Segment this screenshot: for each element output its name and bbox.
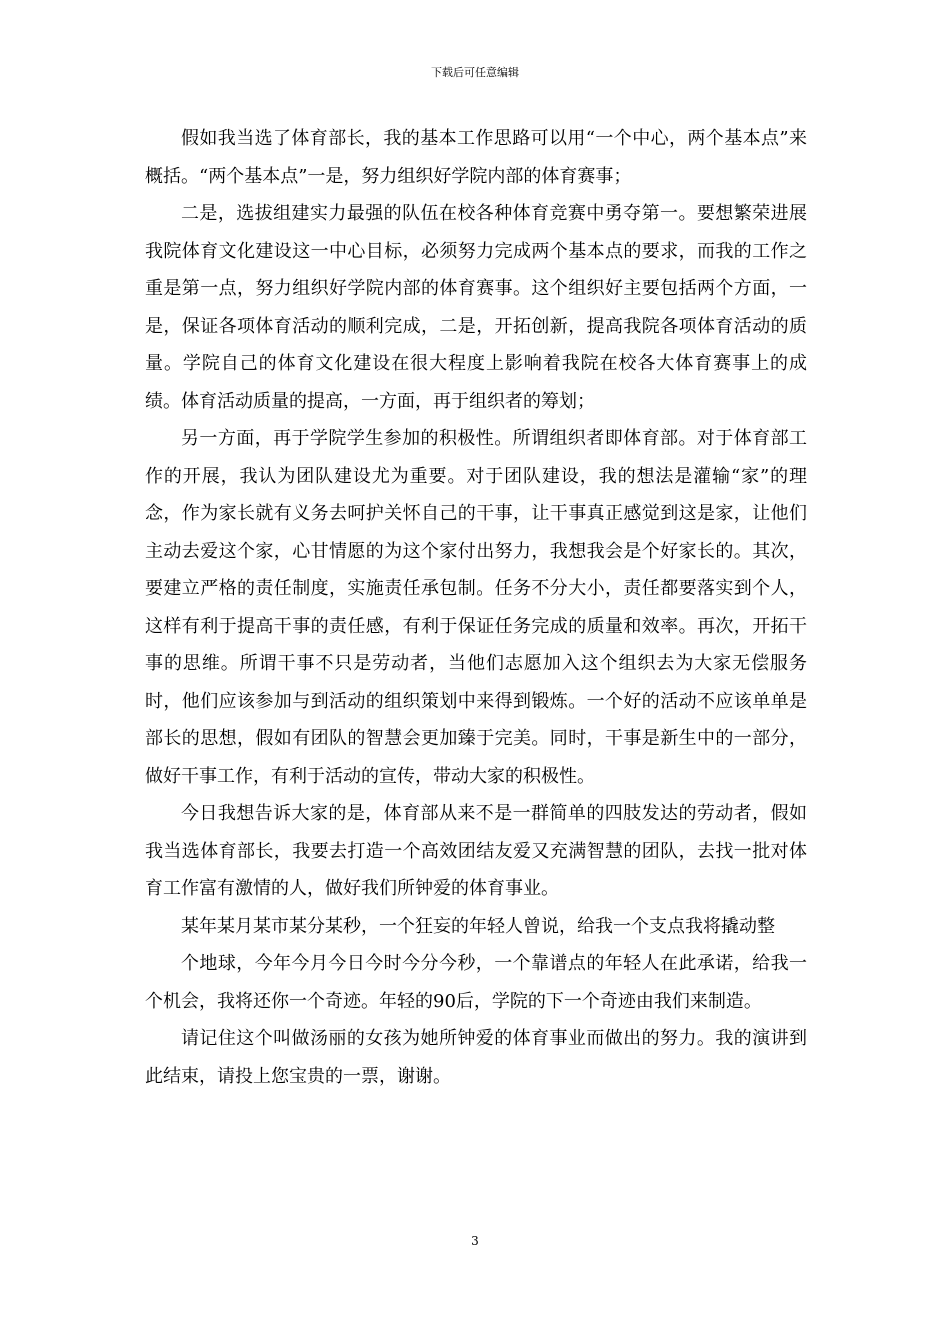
paragraph-3: 另一方面，再于学院学生参加的积极性。所谓组织者即体育部。对于体育部工作的开展，我认为团队建设尤为重要。对于团队建设，我的想法是灌输“家”的理念，作为家长就有义务去呵护关怀自己的干事，让干事真正感觉到这是家，让他们主动去爱这个家，心甘情愿的为这个家付出努力，我想我会是个好家长的。其次，要建立严格的责任制度，实施责任承包制。任务不分大小，责任都要落实到个人，这样有利于提高干事的责任感，有利于保证任务完成的质量和效率。再次，开拓干事的思维。所谓干事不只是劳动者，当他们志愿加入这个组织去为大家无偿服务时，他们应该参加与到活动的组织策划中来得到锻炼。一个好的活动不应该单单是部长的思想，假如有团队的智慧会更加臻于完美。同时，干事是新生中的一部分，做好干事工作，有利于活动的宣传，带动大家的积极性。 xyxy=(145,428,807,787)
document-body xyxy=(145,120,807,1095)
paragraph-7: 请记住这个叫做汤丽的女孩为她所钟爱的体育事业而做出的努力。我的演讲到此结束，请投上您宝贵的一票，谢谢。 xyxy=(145,1028,807,1087)
page-header: 下载后可任意编辑 xyxy=(431,66,519,79)
paragraph-6: 个地球，今年今月今日今时今分今秒，一个靠谱点的年轻人在此承诺，给我一个机会，我将还你一个奇迹。年轻的90后，学院的下一个奇迹由我们来制造。 xyxy=(145,953,807,1012)
page-number: 3 xyxy=(471,1234,479,1248)
paragraph-2: 二是，选拔组建实力最强的队伍在校各种体育竞赛中勇夺第一。要想繁荣进展我院体育文化建设这一中心目标，必须努力完成两个基本点的要求，而我的工作之重是第一点，努力组织好学院内部的体育赛事。这个组织好主要包括两个方面，一是，保证各项体育活动的顺利完成，二是，开拓创新，提高我院各项体育活动的质量。学院自己的体育文化建设在很大程度上影响着我院在校各大体育赛事上的成绩。体育活动质量的提高，一方面，再于组织者的筹划； xyxy=(145,203,807,412)
paragraph-5: 某年某月某市某分某秒，一个狂妄的年轻人曾说，给我一个支点我将撬动整 xyxy=(181,915,775,937)
paragraph-4: 今日我想告诉大家的是，体育部从来不是一群简单的四肢发达的劳动者，假如我当选体育部长，我要去打造一个高效团结友爱又充满智慧的团队，去找一批对体育工作富有激情的人，做好我们所钟爱的体育事业。 xyxy=(145,803,807,899)
paragraph-1: 假如我当选了体育部长，我的基本工作思路可以用“一个中心，两个基本点”来概括。“两个基本点”一是，努力组织好学院内部的体育赛事； xyxy=(145,128,807,187)
